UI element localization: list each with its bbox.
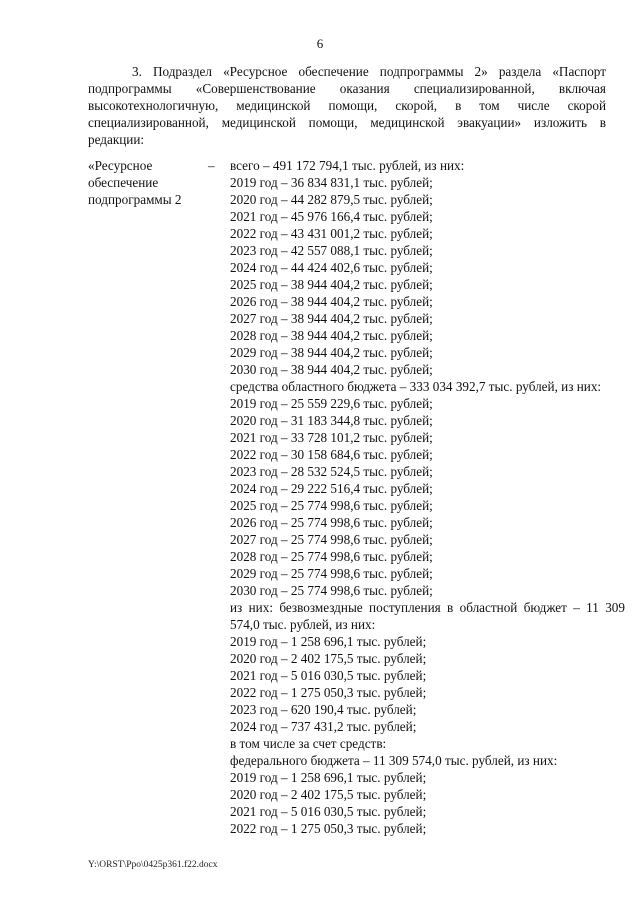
value-line: 2026 год – 38 944 404,2 тыс. рублей; [230, 294, 433, 309]
label-line: «Ресурсное [88, 158, 153, 173]
value-line: 2028 год – 25 774 998,6 тыс. рублей; [230, 549, 433, 564]
value-line: 2024 год – 29 222 516,4 тыс. рублей; [230, 481, 433, 496]
value-line: в том числе за счет средств: [230, 736, 387, 751]
footer-file-path: Y:\ORST\Ppo\0425p361.f22.docx [88, 860, 218, 870]
dash-separator: – [208, 158, 215, 173]
page-number: 6 [316, 36, 324, 51]
value-line: 2025 год – 38 944 404,2 тыс. рублей; [230, 277, 433, 292]
label-column [88, 157, 206, 208]
value-line: 2024 год – 737 431,2 тыс. рублей; [230, 719, 417, 734]
value-line: 2021 год – 45 976 166,4 тыс. рублей; [230, 209, 433, 224]
label-line: обеспечение [88, 175, 159, 190]
value-line: 2019 год – 36 834 831,1 тыс. рублей; [230, 175, 433, 190]
value-line: 2029 год – 38 944 404,2 тыс. рублей; [230, 345, 433, 360]
label-line: подпрограммы 2 [88, 192, 182, 207]
value-line: 2021 год – 5 016 030,5 тыс. рублей; [230, 804, 427, 819]
value-line: 2023 год – 42 557 088,1 тыс. рублей; [230, 243, 433, 258]
value-line: 2023 год – 28 532 524,5 тыс. рублей; [230, 464, 433, 479]
value-line: всего – 491 172 794,1 тыс. рублей, из них: [230, 158, 465, 173]
value-line: 2019 год – 25 559 229,6 тыс. рублей; [230, 396, 433, 411]
value-line: 2022 год – 1 275 050,3 тыс. рублей; [230, 685, 427, 700]
value-line: 2020 год – 31 183 344,8 тыс. рублей; [230, 413, 433, 428]
value-line: 2028 год – 38 944 404,2 тыс. рублей; [230, 328, 433, 343]
value-line: 2027 год – 25 774 998,6 тыс. рублей; [230, 532, 433, 547]
value-line: 2029 год – 25 774 998,6 тыс. рублей; [230, 566, 433, 581]
value-line: 2020 год – 44 282 879,5 тыс. рублей; [230, 192, 433, 207]
value-line: 2020 год – 2 402 175,5 тыс. рублей; [230, 787, 427, 802]
value-line: 2027 год – 38 944 404,2 тыс. рублей; [230, 311, 433, 326]
value-line: из них: безвозмездные поступления в областной бюджет – 11 309 574,0 тыс. рублей, из них: [230, 600, 625, 632]
value-line: 2026 год – 25 774 998,6 тыс. рублей; [230, 515, 433, 530]
value-line: 2022 год – 30 158 684,6 тыс. рублей; [230, 447, 433, 462]
value-line: 2023 год – 620 190,4 тыс. рублей; [230, 702, 417, 717]
value-line: 2025 год – 25 774 998,6 тыс. рублей; [230, 498, 433, 513]
value-line: 2022 год – 1 275 050,3 тыс. рублей; [230, 821, 427, 836]
value-line: 2019 год – 1 258 696,1 тыс. рублей; [230, 634, 427, 649]
value-line: 2021 год – 33 728 101,2 тыс. рублей; [230, 430, 433, 445]
value-line: федерального бюджета – 11 309 574,0 тыс. рублей, из них: [230, 753, 558, 768]
value-line: 2030 год – 38 944 404,2 тыс. рублей; [230, 362, 433, 377]
value-line: средства областного бюджета – 333 034 392,7 тыс. рублей, из них: [230, 379, 602, 394]
value-line: 2022 год – 43 431 001,2 тыс. рублей; [230, 226, 433, 241]
value-line: 2021 год – 5 016 030,5 тыс. рублей; [230, 668, 427, 683]
intro-paragraph: 3. Подраздел «Ресурсное обеспечение подпрограммы 2» раздела «Паспорт подпрограммы «Совершенствование оказания специализированной, включая высокотехнологичную, медицинской помощи, скорой, в том числе скорой специализированной, медицинской помощи, медицинской эвакуации» изложить в редакции: [88, 64, 606, 147]
value-line: 2030 год – 25 774 998,6 тыс. рублей; [230, 583, 433, 598]
value-column [230, 157, 625, 837]
value-line: 2020 год – 2 402 175,5 тыс. рублей; [230, 651, 427, 666]
value-line: 2024 год – 44 424 402,6 тыс. рублей; [230, 260, 433, 275]
value-line: 2019 год – 1 258 696,1 тыс. рублей; [230, 770, 427, 785]
